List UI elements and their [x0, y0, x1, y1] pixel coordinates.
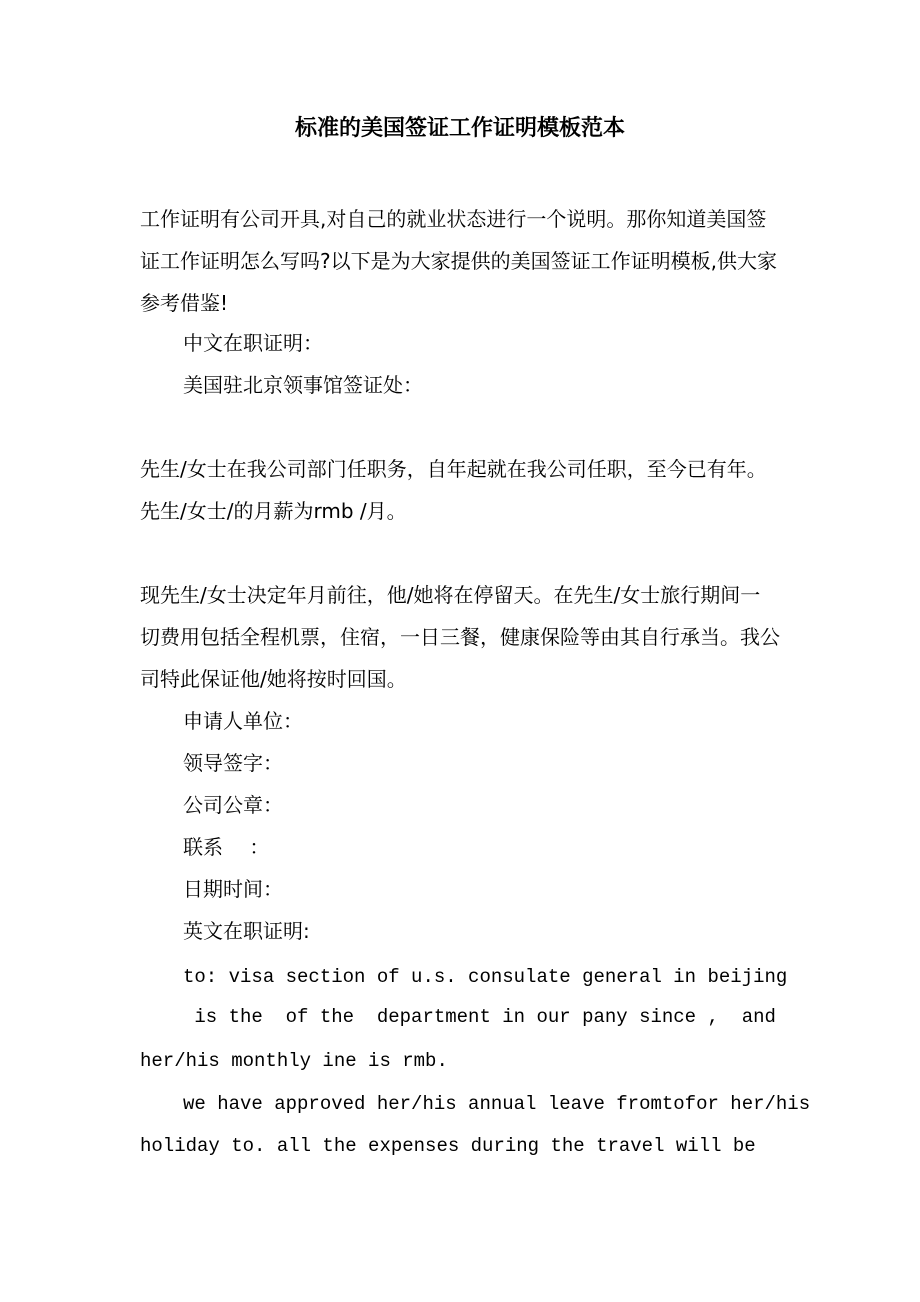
- intro-paragraph: 工作证明有公司开具,对自己的就业状态进行一个说明。那你知道美国签证工作证明怎么写吗?以下是为大家提供的美国签证工作证明模板,供大家参考借鉴!: [140, 207, 777, 315]
- travel-guarantee-paragraph: 现先生/女士决定年月前往，他/她将在停留天。在先生/女士旅行期间一切费用包括全程机票，住宿，一日三餐，健康保险等由其自行承当。我公司特此保证他/她将按时回国。: [140, 583, 780, 691]
- date-field: 日期时间：: [183, 877, 283, 901]
- document-title: 标准的美国签证工作证明模板范本: [294, 115, 625, 141]
- leader-signature-field: 领导签字：: [183, 751, 283, 775]
- applicant-unit-field: 申请人单位：: [183, 709, 303, 733]
- english-addressee-line: to: visa section of u.s. consulate general in beijing: [183, 966, 788, 988]
- english-employment-line: is the of the department in our pany since , and: [183, 1006, 776, 1028]
- employment-paragraph: 先生/女士在我公司部门任职务，自年起就在我公司任职，至今已有年。先生/女士/的月薪为rmb /月。: [140, 457, 767, 523]
- english-certificate-heading: 英文在职证明:: [183, 919, 310, 943]
- english-leave-line: we have approved her/his annual leave fromtofor her/his: [183, 1093, 811, 1115]
- company-seal-field: 公司公章：: [183, 793, 283, 817]
- english-expenses-line: holiday to. all the expenses during the travel will be: [140, 1135, 756, 1157]
- english-income-line: her/his monthly ine is rmb.: [140, 1050, 448, 1072]
- addressee-line: 美国驻北京领事馆签证处：: [183, 373, 423, 397]
- contact-field: 联系 ：: [183, 835, 270, 859]
- chinese-certificate-heading: 中文在职证明：: [183, 331, 323, 355]
